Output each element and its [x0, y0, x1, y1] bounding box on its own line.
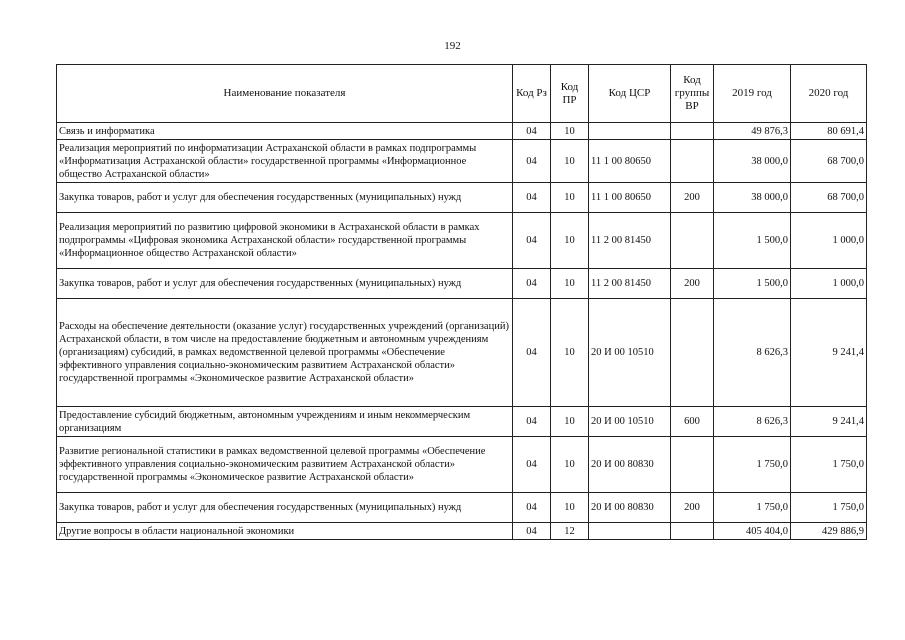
row-2019: 1 500,0: [714, 269, 791, 299]
row-2020: 80 691,4: [791, 123, 867, 140]
row-csr: 20 И 00 10510: [589, 299, 671, 407]
row-name: Закупка товаров, работ и услуг для обеспечения государственных (муниципальных) нужд: [57, 493, 513, 523]
row-csr: 11 1 00 80650: [589, 140, 671, 183]
table-row: [57, 407, 867, 437]
row-rz: 04: [513, 123, 551, 140]
row-2019: 1 750,0: [714, 437, 791, 493]
row-vr: 200: [671, 269, 714, 299]
row-name: Предоставление субсидий бюджетным, автономным учреждениям и иным некоммерческим организациям: [57, 407, 513, 437]
row-rz: 04: [513, 437, 551, 493]
table-row: [57, 493, 867, 523]
row-name: Другие вопросы в области национальной экономики: [57, 523, 513, 540]
row-vr: [671, 140, 714, 183]
table-row: [57, 183, 867, 213]
page-number: 192: [444, 40, 461, 52]
row-pr: 10: [551, 183, 589, 213]
row-name: Реализация мероприятий по развитию цифровой экономики в Астраханской области в рамках подпрограммы «Цифровая экономика Астраханской области» государственной программы «Информационное общество Астраханской области»: [57, 213, 513, 269]
row-csr: 20 И 00 80830: [589, 437, 671, 493]
table-row: [57, 523, 867, 540]
row-vr: [671, 299, 714, 407]
row-pr: 10: [551, 437, 589, 493]
row-pr: 10: [551, 493, 589, 523]
table-row: [57, 140, 867, 183]
row-2019: 8 626,3: [714, 299, 791, 407]
row-2020: 9 241,4: [791, 299, 867, 407]
header-name: Наименование показателя: [57, 65, 513, 123]
row-pr: 12: [551, 523, 589, 540]
table-row: [57, 213, 867, 269]
row-2020: 429 886,9: [791, 523, 867, 540]
budget-table: [56, 64, 867, 540]
row-vr: 600: [671, 407, 714, 437]
header-2019: 2019 год: [714, 65, 791, 123]
row-vr: [671, 123, 714, 140]
row-2020: 68 700,0: [791, 140, 867, 183]
row-csr: 11 2 00 81450: [589, 269, 671, 299]
row-name: Развитие региональной статистики в рамках ведомственной целевой программы «Обеспечение эффективного управления социально-экономическим развитием Астраханской области» государственной программы «Экономическое развитие Астраханской области»: [57, 437, 513, 493]
row-pr: 10: [551, 123, 589, 140]
row-vr: [671, 437, 714, 493]
row-2020: 9 241,4: [791, 407, 867, 437]
row-csr: 11 1 00 80650: [589, 183, 671, 213]
row-2019: 405 404,0: [714, 523, 791, 540]
row-csr: [589, 123, 671, 140]
row-pr: 10: [551, 213, 589, 269]
row-rz: 04: [513, 299, 551, 407]
table-row: [57, 437, 867, 493]
header-vr: Код группы ВР: [671, 65, 714, 123]
header-csr: Код ЦСР: [589, 65, 671, 123]
row-2019: 1 500,0: [714, 213, 791, 269]
row-rz: 04: [513, 407, 551, 437]
row-2020: 1 750,0: [791, 493, 867, 523]
row-pr: 10: [551, 299, 589, 407]
row-vr: [671, 523, 714, 540]
header-rz: Код Рз: [513, 65, 551, 123]
row-2019: 1 750,0: [714, 493, 791, 523]
row-2020: 1 750,0: [791, 437, 867, 493]
row-2020: 1 000,0: [791, 213, 867, 269]
row-name: Расходы на обеспечение деятельности (оказание услуг) государственных учреждений (организаций) Астраханской области, в том числе на предоставление бюджетным и автономным учреждениям (организациям) субсидий, в рамках ведомственной целевой программы «Обеспечение эффективного управления социально-экономическим развитием Астраханской области» государственной программы «Экономическое развитие Астраханской области»: [57, 299, 513, 407]
row-rz: 04: [513, 269, 551, 299]
row-vr: 200: [671, 183, 714, 213]
row-rz: 04: [513, 140, 551, 183]
table-row: [57, 269, 867, 299]
row-csr: [589, 523, 671, 540]
row-2019: 38 000,0: [714, 140, 791, 183]
row-2020: 68 700,0: [791, 183, 867, 213]
row-name: Закупка товаров, работ и услуг для обеспечения государственных (муниципальных) нужд: [57, 269, 513, 299]
row-csr: 20 И 00 80830: [589, 493, 671, 523]
header-2020: 2020 год: [791, 65, 867, 123]
row-name: Реализация мероприятий по информатизации Астраханской области в рамках подпрограммы «Информатизация Астраханской области» государственной программы «Информационное общество Астраханской области»: [57, 140, 513, 183]
row-pr: 10: [551, 140, 589, 183]
row-pr: 10: [551, 407, 589, 437]
row-2019: 8 626,3: [714, 407, 791, 437]
row-rz: 04: [513, 493, 551, 523]
row-rz: 04: [513, 213, 551, 269]
row-csr: 20 И 00 10510: [589, 407, 671, 437]
row-name: Закупка товаров, работ и услуг для обеспечения государственных (муниципальных) нужд: [57, 183, 513, 213]
row-vr: 200: [671, 493, 714, 523]
row-rz: 04: [513, 523, 551, 540]
header-pr: Код ПР: [551, 65, 589, 123]
row-2019: 49 876,3: [714, 123, 791, 140]
row-2020: 1 000,0: [791, 269, 867, 299]
row-vr: [671, 213, 714, 269]
row-name: Связь и информатика: [57, 123, 513, 140]
row-rz: 04: [513, 183, 551, 213]
table-header-row: [57, 65, 867, 123]
row-2019: 38 000,0: [714, 183, 791, 213]
table-row: [57, 123, 867, 140]
row-pr: 10: [551, 269, 589, 299]
row-csr: 11 2 00 81450: [589, 213, 671, 269]
table-row: [57, 299, 867, 407]
